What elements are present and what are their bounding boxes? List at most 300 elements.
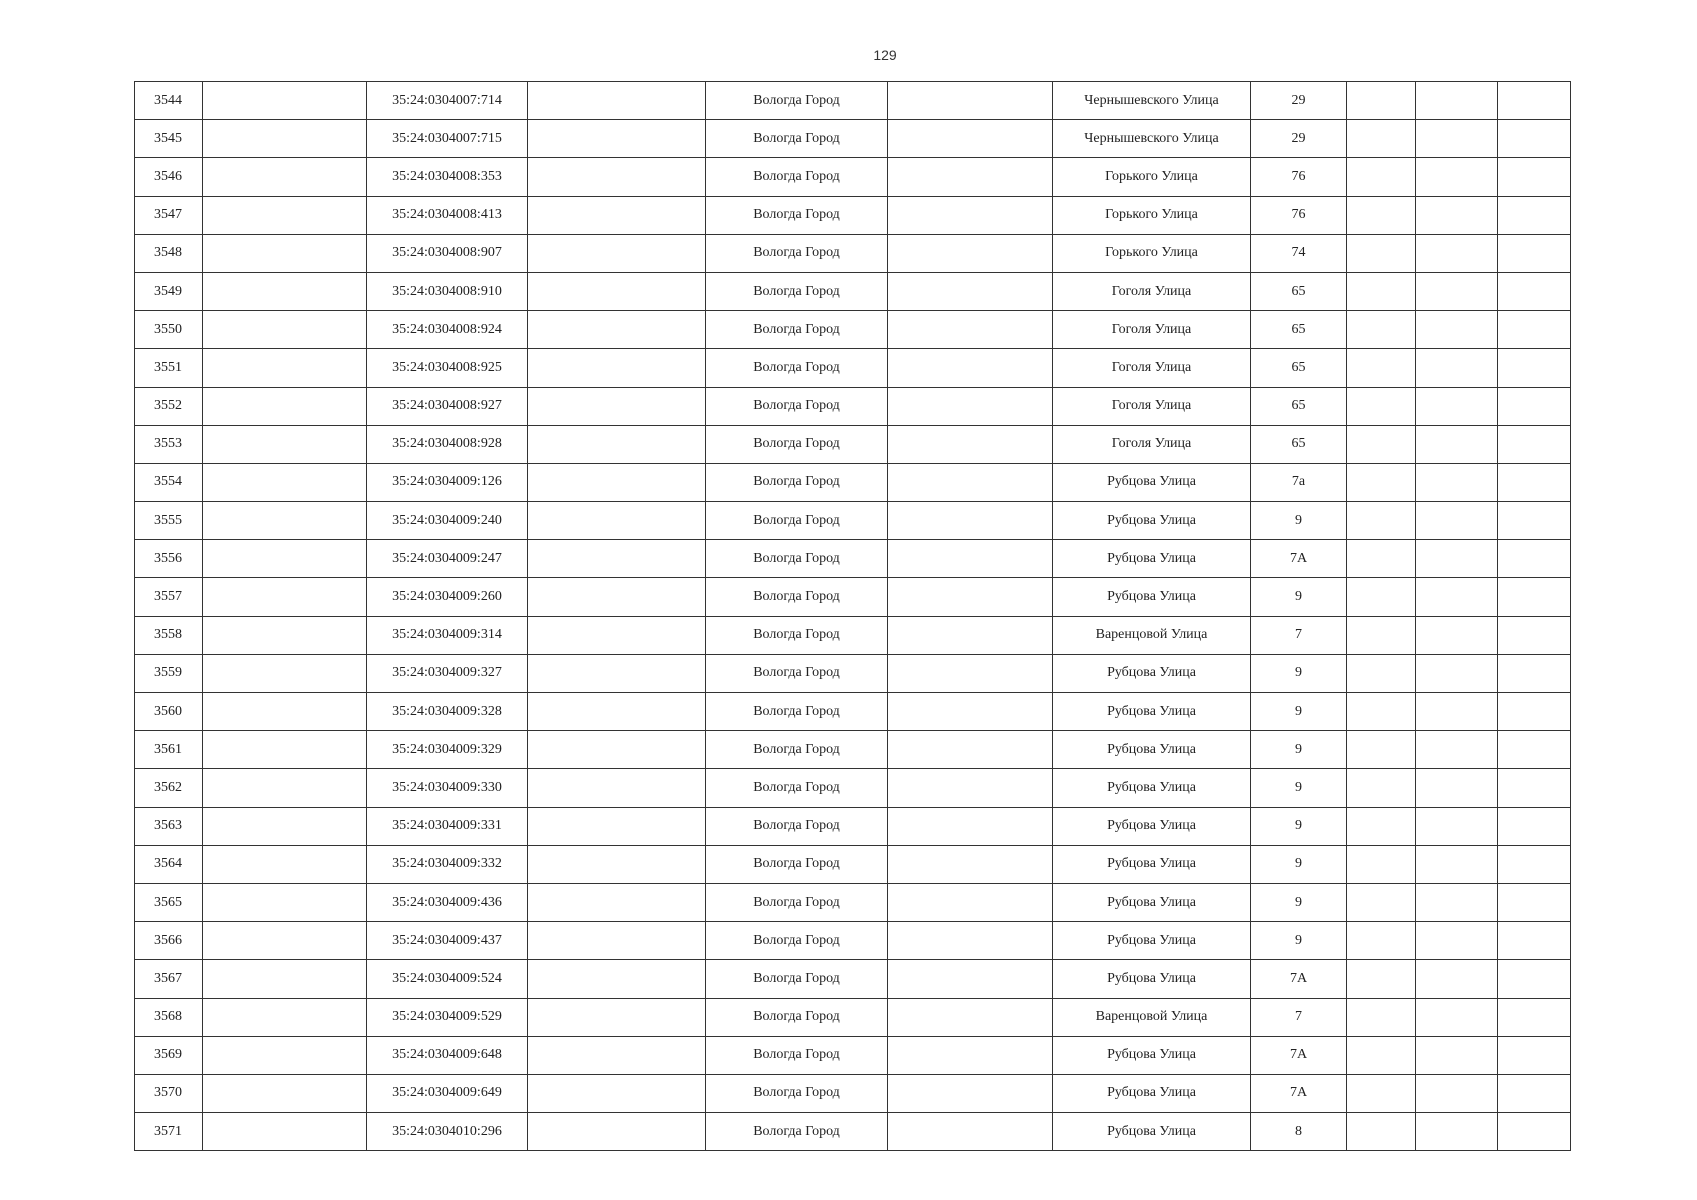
row-number-cell: 3560 <box>135 693 203 731</box>
row-number-cell: 3545 <box>135 120 203 158</box>
empty-cell <box>203 616 367 654</box>
table-row <box>135 349 1571 387</box>
row-number-cell: 3571 <box>135 1113 203 1151</box>
empty-cell <box>1416 654 1498 692</box>
empty-cell <box>1498 731 1571 769</box>
cadastral-number-cell: 35:24:0304008:353 <box>367 158 528 196</box>
city-cell: Вологда Город <box>706 463 888 501</box>
empty-cell <box>203 540 367 578</box>
city-cell: Вологда Город <box>706 196 888 234</box>
empty-cell <box>1416 502 1498 540</box>
empty-cell <box>528 578 706 616</box>
table-row <box>135 1036 1571 1074</box>
empty-cell <box>1347 387 1416 425</box>
empty-cell <box>528 120 706 158</box>
empty-cell <box>1347 1036 1416 1074</box>
row-number-cell: 3568 <box>135 998 203 1036</box>
cadastral-number-cell: 35:24:0304008:907 <box>367 234 528 272</box>
house-number-cell: 76 <box>1251 196 1347 234</box>
empty-cell <box>203 845 367 883</box>
empty-cell <box>203 463 367 501</box>
empty-cell <box>1416 845 1498 883</box>
empty-cell <box>1347 1113 1416 1151</box>
street-cell: Рубцова Улица <box>1053 731 1251 769</box>
street-cell: Рубцова Улица <box>1053 1036 1251 1074</box>
table-row <box>135 234 1571 272</box>
empty-cell <box>1498 654 1571 692</box>
street-cell: Рубцова Улица <box>1053 769 1251 807</box>
empty-cell <box>888 82 1053 120</box>
row-number-cell: 3564 <box>135 845 203 883</box>
row-number-cell: 3556 <box>135 540 203 578</box>
street-cell: Гоголя Улица <box>1053 349 1251 387</box>
row-number-cell: 3544 <box>135 82 203 120</box>
empty-cell <box>203 693 367 731</box>
empty-cell <box>1416 120 1498 158</box>
city-cell: Вологда Город <box>706 349 888 387</box>
street-cell: Гоголя Улица <box>1053 311 1251 349</box>
house-number-cell: 74 <box>1251 234 1347 272</box>
empty-cell <box>1498 196 1571 234</box>
empty-cell <box>1498 272 1571 310</box>
table-row <box>135 82 1571 120</box>
empty-cell <box>1347 1074 1416 1112</box>
empty-cell <box>888 654 1053 692</box>
empty-cell <box>1347 731 1416 769</box>
house-number-cell: 9 <box>1251 578 1347 616</box>
empty-cell <box>203 272 367 310</box>
empty-cell <box>203 502 367 540</box>
empty-cell <box>203 82 367 120</box>
table-row <box>135 120 1571 158</box>
cadastral-number-cell: 35:24:0304009:328 <box>367 693 528 731</box>
empty-cell <box>1498 463 1571 501</box>
table-row <box>135 1074 1571 1112</box>
table-row <box>135 654 1571 692</box>
street-cell: Горького Улица <box>1053 158 1251 196</box>
street-cell: Горького Улица <box>1053 196 1251 234</box>
empty-cell <box>528 807 706 845</box>
city-cell: Вологда Город <box>706 502 888 540</box>
row-number-cell: 3563 <box>135 807 203 845</box>
empty-cell <box>888 120 1053 158</box>
empty-cell <box>1416 807 1498 845</box>
row-number-cell: 3554 <box>135 463 203 501</box>
empty-cell <box>1347 120 1416 158</box>
cadastral-number-cell: 35:24:0304009:126 <box>367 463 528 501</box>
empty-cell <box>1347 578 1416 616</box>
street-cell: Гоголя Улица <box>1053 272 1251 310</box>
city-cell: Вологда Город <box>706 158 888 196</box>
empty-cell <box>1498 1113 1571 1151</box>
cadastral-number-cell: 35:24:0304009:247 <box>367 540 528 578</box>
row-number-cell: 3557 <box>135 578 203 616</box>
empty-cell <box>528 158 706 196</box>
empty-cell <box>1347 922 1416 960</box>
empty-cell <box>203 578 367 616</box>
empty-cell <box>888 922 1053 960</box>
empty-cell <box>1498 807 1571 845</box>
empty-cell <box>1498 960 1571 998</box>
empty-cell <box>528 502 706 540</box>
table-row <box>135 731 1571 769</box>
page-number: 129 <box>873 47 897 63</box>
empty-cell <box>203 349 367 387</box>
empty-cell <box>888 578 1053 616</box>
empty-cell <box>1498 425 1571 463</box>
street-cell: Рубцова Улица <box>1053 883 1251 921</box>
street-cell: Рубцова Улица <box>1053 922 1251 960</box>
empty-cell <box>1347 196 1416 234</box>
city-cell: Вологда Город <box>706 578 888 616</box>
row-number-cell: 3566 <box>135 922 203 960</box>
empty-cell <box>1416 349 1498 387</box>
table-row <box>135 540 1571 578</box>
empty-cell <box>888 234 1053 272</box>
city-cell: Вологда Город <box>706 234 888 272</box>
row-number-cell: 3561 <box>135 731 203 769</box>
empty-cell <box>888 387 1053 425</box>
empty-cell <box>1416 693 1498 731</box>
table-row <box>135 769 1571 807</box>
empty-cell <box>1498 158 1571 196</box>
city-cell: Вологда Город <box>706 1074 888 1112</box>
house-number-cell: 7А <box>1251 1036 1347 1074</box>
empty-cell <box>1498 540 1571 578</box>
empty-cell <box>203 234 367 272</box>
empty-cell <box>1416 1113 1498 1151</box>
empty-cell <box>528 196 706 234</box>
empty-cell <box>1347 960 1416 998</box>
empty-cell <box>528 463 706 501</box>
empty-cell <box>1347 234 1416 272</box>
empty-cell <box>528 425 706 463</box>
row-number-cell: 3559 <box>135 654 203 692</box>
empty-cell <box>1498 311 1571 349</box>
empty-cell <box>1498 922 1571 960</box>
cadastral-number-cell: 35:24:0304008:910 <box>367 272 528 310</box>
row-number-cell: 3546 <box>135 158 203 196</box>
city-cell: Вологда Город <box>706 1113 888 1151</box>
table-row <box>135 693 1571 731</box>
empty-cell <box>1416 196 1498 234</box>
city-cell: Вологда Город <box>706 272 888 310</box>
empty-cell <box>1347 540 1416 578</box>
empty-cell <box>1416 616 1498 654</box>
cadastral-number-cell: 35:24:0304009:437 <box>367 922 528 960</box>
empty-cell <box>1416 82 1498 120</box>
empty-cell <box>888 883 1053 921</box>
empty-cell <box>888 1074 1053 1112</box>
cadastral-number-cell: 35:24:0304008:925 <box>367 349 528 387</box>
empty-cell <box>888 616 1053 654</box>
empty-cell <box>203 1113 367 1151</box>
empty-cell <box>888 1036 1053 1074</box>
empty-cell <box>888 845 1053 883</box>
empty-cell <box>1416 311 1498 349</box>
empty-cell <box>1416 769 1498 807</box>
street-cell: Рубцова Улица <box>1053 654 1251 692</box>
street-cell: Чернышевского Улица <box>1053 82 1251 120</box>
empty-cell <box>888 502 1053 540</box>
street-cell: Гоголя Улица <box>1053 425 1251 463</box>
empty-cell <box>1416 158 1498 196</box>
empty-cell <box>1416 425 1498 463</box>
empty-cell <box>1347 616 1416 654</box>
cadastral-number-cell: 35:24:0304009:649 <box>367 1074 528 1112</box>
empty-cell <box>1498 82 1571 120</box>
city-cell: Вологда Город <box>706 883 888 921</box>
table-row <box>135 425 1571 463</box>
house-number-cell: 29 <box>1251 120 1347 158</box>
empty-cell <box>1347 998 1416 1036</box>
empty-cell <box>203 807 367 845</box>
empty-cell <box>203 998 367 1036</box>
empty-cell <box>888 272 1053 310</box>
house-number-cell: 9 <box>1251 731 1347 769</box>
empty-cell <box>1347 82 1416 120</box>
empty-cell <box>1416 1036 1498 1074</box>
empty-cell <box>1347 769 1416 807</box>
city-cell: Вологда Город <box>706 769 888 807</box>
house-number-cell: 7А <box>1251 540 1347 578</box>
empty-cell <box>1498 120 1571 158</box>
table-row <box>135 616 1571 654</box>
empty-cell <box>888 196 1053 234</box>
empty-cell <box>888 960 1053 998</box>
empty-cell <box>203 654 367 692</box>
row-number-cell: 3565 <box>135 883 203 921</box>
street-cell: Рубцова Улица <box>1053 845 1251 883</box>
street-cell: Гоголя Улица <box>1053 387 1251 425</box>
street-cell: Горького Улица <box>1053 234 1251 272</box>
empty-cell <box>1416 463 1498 501</box>
empty-cell <box>1498 578 1571 616</box>
city-cell: Вологда Город <box>706 120 888 158</box>
empty-cell <box>1416 540 1498 578</box>
empty-cell <box>528 311 706 349</box>
house-number-cell: 9 <box>1251 654 1347 692</box>
house-number-cell: 65 <box>1251 311 1347 349</box>
house-number-cell: 7а <box>1251 463 1347 501</box>
table-row <box>135 922 1571 960</box>
cadastral-number-cell: 35:24:0304009:524 <box>367 960 528 998</box>
city-cell: Вологда Город <box>706 311 888 349</box>
house-number-cell: 9 <box>1251 845 1347 883</box>
empty-cell <box>203 731 367 769</box>
empty-cell <box>528 769 706 807</box>
empty-cell <box>1416 960 1498 998</box>
table-row <box>135 196 1571 234</box>
table-row <box>135 807 1571 845</box>
empty-cell <box>528 1074 706 1112</box>
empty-cell <box>1498 1036 1571 1074</box>
house-number-cell: 7А <box>1251 1074 1347 1112</box>
city-cell: Вологда Город <box>706 960 888 998</box>
city-cell: Вологда Город <box>706 654 888 692</box>
row-number-cell: 3570 <box>135 1074 203 1112</box>
table-row <box>135 998 1571 1036</box>
house-number-cell: 7 <box>1251 616 1347 654</box>
table-row <box>135 502 1571 540</box>
cadastral-number-cell: 35:24:0304009:436 <box>367 883 528 921</box>
empty-cell <box>1498 1074 1571 1112</box>
cadastral-number-cell: 35:24:0304009:329 <box>367 731 528 769</box>
house-number-cell: 9 <box>1251 769 1347 807</box>
empty-cell <box>1416 998 1498 1036</box>
city-cell: Вологда Город <box>706 1036 888 1074</box>
table-row <box>135 845 1571 883</box>
empty-cell <box>1416 387 1498 425</box>
city-cell: Вологда Город <box>706 731 888 769</box>
row-number-cell: 3553 <box>135 425 203 463</box>
empty-cell <box>888 731 1053 769</box>
house-number-cell: 76 <box>1251 158 1347 196</box>
table-row <box>135 272 1571 310</box>
empty-cell <box>888 540 1053 578</box>
row-number-cell: 3549 <box>135 272 203 310</box>
empty-cell <box>1416 731 1498 769</box>
empty-cell <box>1498 616 1571 654</box>
empty-cell <box>203 769 367 807</box>
empty-cell <box>1347 883 1416 921</box>
empty-cell <box>203 883 367 921</box>
empty-cell <box>1498 845 1571 883</box>
empty-cell <box>528 234 706 272</box>
empty-cell <box>1498 883 1571 921</box>
street-cell: Чернышевского Улица <box>1053 120 1251 158</box>
row-number-cell: 3558 <box>135 616 203 654</box>
empty-cell <box>1347 502 1416 540</box>
house-number-cell: 9 <box>1251 883 1347 921</box>
cadastral-number-cell: 35:24:0304010:296 <box>367 1113 528 1151</box>
empty-cell <box>528 845 706 883</box>
table-row <box>135 463 1571 501</box>
table-row <box>135 387 1571 425</box>
empty-cell <box>528 998 706 1036</box>
empty-cell <box>888 349 1053 387</box>
empty-cell <box>1498 387 1571 425</box>
cadastral-number-cell: 35:24:0304009:260 <box>367 578 528 616</box>
table-row <box>135 883 1571 921</box>
empty-cell <box>1347 158 1416 196</box>
empty-cell <box>888 693 1053 731</box>
empty-cell <box>203 120 367 158</box>
street-cell: Варенцовой Улица <box>1053 998 1251 1036</box>
street-cell: Рубцова Улица <box>1053 693 1251 731</box>
empty-cell <box>203 960 367 998</box>
empty-cell <box>1416 272 1498 310</box>
table-row <box>135 311 1571 349</box>
cadastral-number-cell: 35:24:0304007:715 <box>367 120 528 158</box>
empty-cell <box>528 1036 706 1074</box>
street-cell: Рубцова Улица <box>1053 1113 1251 1151</box>
empty-cell <box>528 1113 706 1151</box>
empty-cell <box>528 272 706 310</box>
empty-cell <box>528 349 706 387</box>
house-number-cell: 65 <box>1251 387 1347 425</box>
street-cell: Рубцова Улица <box>1053 960 1251 998</box>
row-number-cell: 3555 <box>135 502 203 540</box>
street-cell: Рубцова Улица <box>1053 578 1251 616</box>
city-cell: Вологда Город <box>706 616 888 654</box>
empty-cell <box>1416 234 1498 272</box>
cadastral-number-cell: 35:24:0304008:924 <box>367 311 528 349</box>
street-cell: Варенцовой Улица <box>1053 616 1251 654</box>
city-cell: Вологда Город <box>706 845 888 883</box>
empty-cell <box>203 196 367 234</box>
house-number-cell: 9 <box>1251 922 1347 960</box>
street-cell: Рубцова Улица <box>1053 1074 1251 1112</box>
row-number-cell: 3569 <box>135 1036 203 1074</box>
city-cell: Вологда Город <box>706 998 888 1036</box>
house-number-cell: 65 <box>1251 272 1347 310</box>
empty-cell <box>888 463 1053 501</box>
empty-cell <box>1416 1074 1498 1112</box>
registry-table-body <box>135 82 1571 1151</box>
empty-cell <box>528 616 706 654</box>
table-row <box>135 1113 1571 1151</box>
city-cell: Вологда Город <box>706 387 888 425</box>
empty-cell <box>528 82 706 120</box>
empty-cell <box>1347 845 1416 883</box>
row-number-cell: 3551 <box>135 349 203 387</box>
empty-cell <box>1347 807 1416 845</box>
city-cell: Вологда Город <box>706 922 888 960</box>
empty-cell <box>1498 349 1571 387</box>
street-cell: Рубцова Улица <box>1053 463 1251 501</box>
empty-cell <box>888 998 1053 1036</box>
registry-table <box>134 81 1571 1151</box>
house-number-cell: 9 <box>1251 502 1347 540</box>
empty-cell <box>1347 311 1416 349</box>
empty-cell <box>888 807 1053 845</box>
empty-cell <box>1416 922 1498 960</box>
city-cell: Вологда Город <box>706 425 888 463</box>
empty-cell <box>203 158 367 196</box>
empty-cell <box>888 158 1053 196</box>
empty-cell <box>888 311 1053 349</box>
empty-cell <box>203 425 367 463</box>
house-number-cell: 9 <box>1251 807 1347 845</box>
cadastral-number-cell: 35:24:0304009:327 <box>367 654 528 692</box>
table-row <box>135 578 1571 616</box>
table-row <box>135 158 1571 196</box>
empty-cell <box>1498 998 1571 1036</box>
empty-cell <box>1347 693 1416 731</box>
empty-cell <box>203 922 367 960</box>
street-cell: Рубцова Улица <box>1053 807 1251 845</box>
row-number-cell: 3548 <box>135 234 203 272</box>
table-row <box>135 960 1571 998</box>
empty-cell <box>888 425 1053 463</box>
row-number-cell: 3567 <box>135 960 203 998</box>
empty-cell <box>203 1074 367 1112</box>
city-cell: Вологда Город <box>706 693 888 731</box>
empty-cell <box>888 769 1053 807</box>
empty-cell <box>1347 463 1416 501</box>
cadastral-number-cell: 35:24:0304009:314 <box>367 616 528 654</box>
cadastral-number-cell: 35:24:0304009:529 <box>367 998 528 1036</box>
empty-cell <box>1416 883 1498 921</box>
empty-cell <box>528 883 706 921</box>
empty-cell <box>528 387 706 425</box>
city-cell: Вологда Город <box>706 82 888 120</box>
empty-cell <box>528 960 706 998</box>
empty-cell <box>203 311 367 349</box>
empty-cell <box>203 1036 367 1074</box>
house-number-cell: 29 <box>1251 82 1347 120</box>
